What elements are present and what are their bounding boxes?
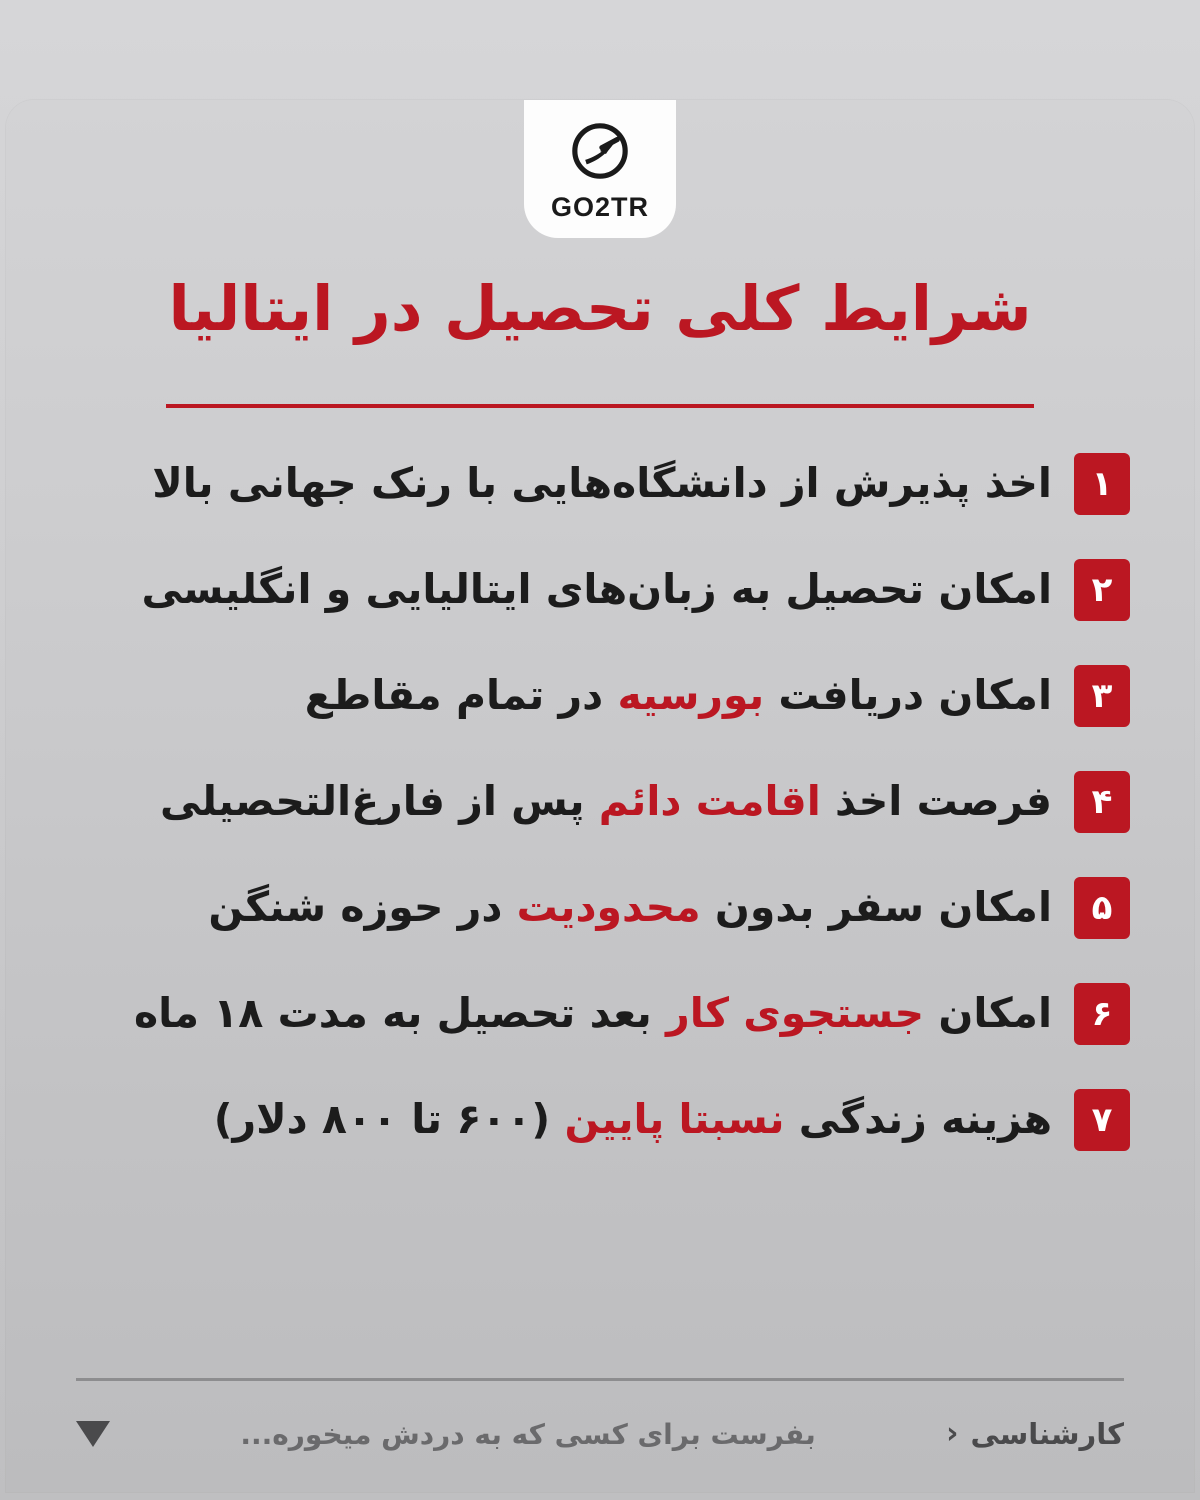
list-item-text — [70, 668, 1052, 723]
footer-category[interactable] — [946, 1417, 1124, 1451]
list-item-segment: بعد تحصیل به مدت ۱۸ ماه — [133, 989, 667, 1038]
list-item-segment: امکان سفر بدون — [700, 883, 1052, 932]
list-item-text — [70, 456, 1052, 511]
list-item — [70, 970, 1130, 1058]
list-item-segment: فرصت اخذ — [820, 777, 1052, 826]
go2tr-logo-icon — [563, 114, 637, 188]
list-item-segment: امکان دریافت — [764, 671, 1052, 720]
list-item — [70, 440, 1130, 528]
brand-logo — [524, 100, 676, 238]
footer-divider — [76, 1378, 1124, 1381]
list-item-highlight: محدودیت — [516, 883, 701, 932]
list-item — [70, 546, 1130, 634]
list-item-number: ۱ — [1074, 453, 1130, 515]
list-item-segment: امکان — [924, 989, 1052, 1038]
title-divider — [166, 404, 1034, 408]
list-item-number: ۷ — [1074, 1089, 1130, 1151]
list-item — [70, 652, 1130, 740]
list-item — [70, 1076, 1130, 1164]
list-item-number: ۴ — [1074, 771, 1130, 833]
page-title: شرایط کلی تحصیل در ایتالیا — [168, 272, 1032, 345]
list-item-number: ۵ — [1074, 877, 1130, 939]
list-item-text — [70, 774, 1052, 829]
list-item-highlight: نسبتا پایین — [564, 1095, 785, 1144]
conditions-list — [70, 440, 1130, 1182]
list-item-segment: در تمام مقاطع — [304, 671, 618, 720]
footer-bar — [76, 1398, 1124, 1470]
footer-send-button[interactable] — [76, 1421, 110, 1447]
list-item-segment: هزینه زندگی — [784, 1095, 1052, 1144]
footer-category-label: کارشناسی — [970, 1417, 1124, 1451]
list-item-segment: (۶۰۰ تا ۸۰۰ دلار) — [213, 1095, 565, 1144]
list-item-segment: در حوزه شنگن — [208, 883, 517, 932]
footer-share-text: بفرست برای کسی که به دردش میخوره... — [240, 1417, 816, 1451]
list-item — [70, 758, 1130, 846]
list-item-text — [70, 880, 1052, 935]
list-item-segment: اخذ پذیرش از دانشگاه‌هایی با رنک جهانی بالا — [152, 459, 1052, 508]
list-item-highlight: اقامت دائم — [598, 777, 821, 826]
list-item-segment: پس از فارغ‌التحصیلی — [160, 777, 599, 826]
list-item-text — [70, 562, 1052, 617]
list-item-segment: امکان تحصیل به زبان‌های ایتالیایی و انگلیسی — [141, 565, 1052, 614]
list-item-number: ۶ — [1074, 983, 1130, 1045]
brand-name: GO2TR — [551, 192, 650, 222]
send-triangle-icon — [76, 1421, 110, 1447]
list-item — [70, 864, 1130, 952]
list-item-number: ۳ — [1074, 665, 1130, 727]
list-item-number: ۲ — [1074, 559, 1130, 621]
list-item-text — [70, 986, 1052, 1041]
list-item-highlight: بورسیه — [617, 671, 765, 720]
list-item-text — [70, 1092, 1052, 1147]
list-item-highlight: جستجوی کار — [666, 989, 925, 1038]
chevron-left-icon: ‹ — [946, 1416, 959, 1451]
